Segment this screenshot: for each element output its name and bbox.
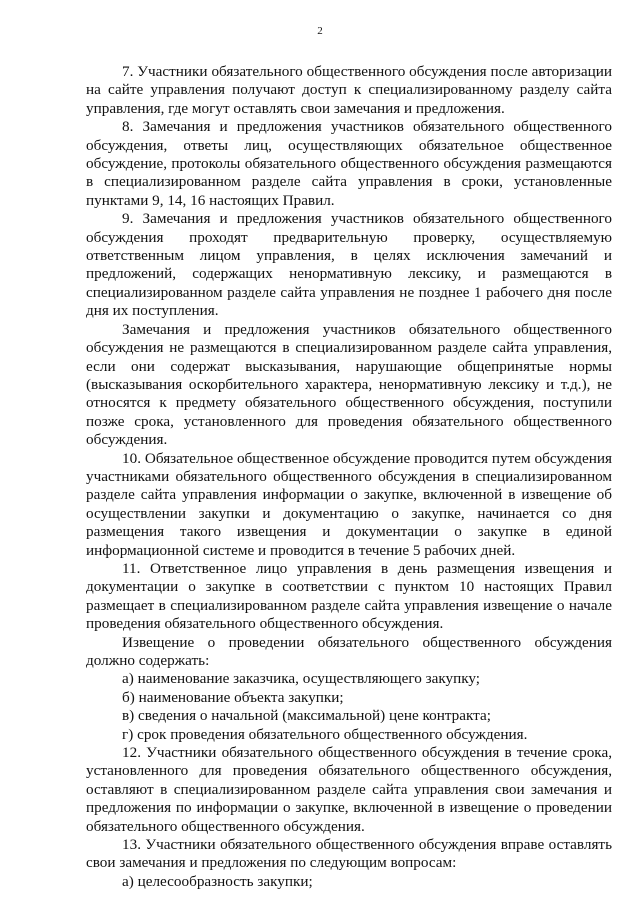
paragraph-12: 12. Участники обязательного общественного обсуждения в течение срока, установленного для проведения обязательного общественного обсуждения, оставляют в специализированном разделе сайта управления свои замечания и предложения по информации о закупке, включенной в извещение о проведении обязательного общественного обсуждения. <box>86 744 612 835</box>
list-item-a: а) наименование заказчика, осуществляющего закупку; <box>122 670 481 688</box>
paragraph-9-continued: Замечания и предложения участников обязательного общественного обсуждения не размещаются в специализированном разделе сайта управления, если они содержат высказывания, нарушающие общепринятые нормы (высказывания оскорбительного характера, ненормативную лексику и т.д.), не относятся к предмету обязательного общественного обсуждения, поступили позже срока, установленного для проведения обязательного общественного обсуждения. <box>86 320 612 449</box>
list-item-13a: а) целесообразность закупки; <box>122 872 313 890</box>
paragraph-11: 11. Ответственное лицо управления в день размещения извещения и документации о закупке в соответствии с пунктом 10 настоящих Правил размещает в специализированном разделе сайта управления извещение о начале проведения обязательного общественного обсуждения. <box>86 559 612 633</box>
document-body <box>86 63 612 891</box>
paragraph-8: 8. Замечания и предложения участников обязательного общественного обсуждения, ответы лиц, осуществляющих обязательное общественное обсуждение, протоколы обязательного общественного обсуждения размещаются в специализированном разделе сайта управления в сроки, установленные пунктами 9, 14, 16 настоящих Правил. <box>86 118 612 209</box>
paragraph-10: 10. Обязательное общественное обсуждение проводится путем обсуждения участниками обязательного общественного обсуждения в специализированном разделе сайта управления информации о закупке, включенной в извещение об осуществлении закупки и документацию о закупке, начинается со дня размещения такого извещения и документации о закупке в единой информационной системе и проводится в течение 5 рабочих дней. <box>86 449 612 559</box>
paragraph-7: 7. Участники обязательного общественного обсуждения после авторизации на сайте управления получают доступ к специализированному разделу сайта управления, где могут оставлять свои замечания и предложения. <box>86 63 612 117</box>
list-item-v: в) сведения о начальной (максимальной) цене контракта; <box>122 707 491 725</box>
list-item-b: б) наименование объекта закупки; <box>122 688 344 706</box>
list-item-g: г) срок проведения обязательного общественного обсуждения. <box>122 725 528 743</box>
page-number: 2 <box>317 25 323 37</box>
paragraph-13: 13. Участники обязательного общественного обсуждения вправе оставлять свои замечания и предложения по следующим вопросам: <box>86 836 612 872</box>
paragraph-9: 9. Замечания и предложения участников обязательного общественного обсуждения проходят предварительную проверку, осуществляемую ответственным лицом управления, в целях исключения замечаний и предложений, содержащих ненормативную лексику, и размещаются в специализированном разделе сайта управления не позднее 1 рабочего дня после дня их поступления. <box>86 210 612 320</box>
paragraph-11-notice: Извещение о проведении обязательного общественного обсуждения должно содержать: <box>86 633 612 669</box>
